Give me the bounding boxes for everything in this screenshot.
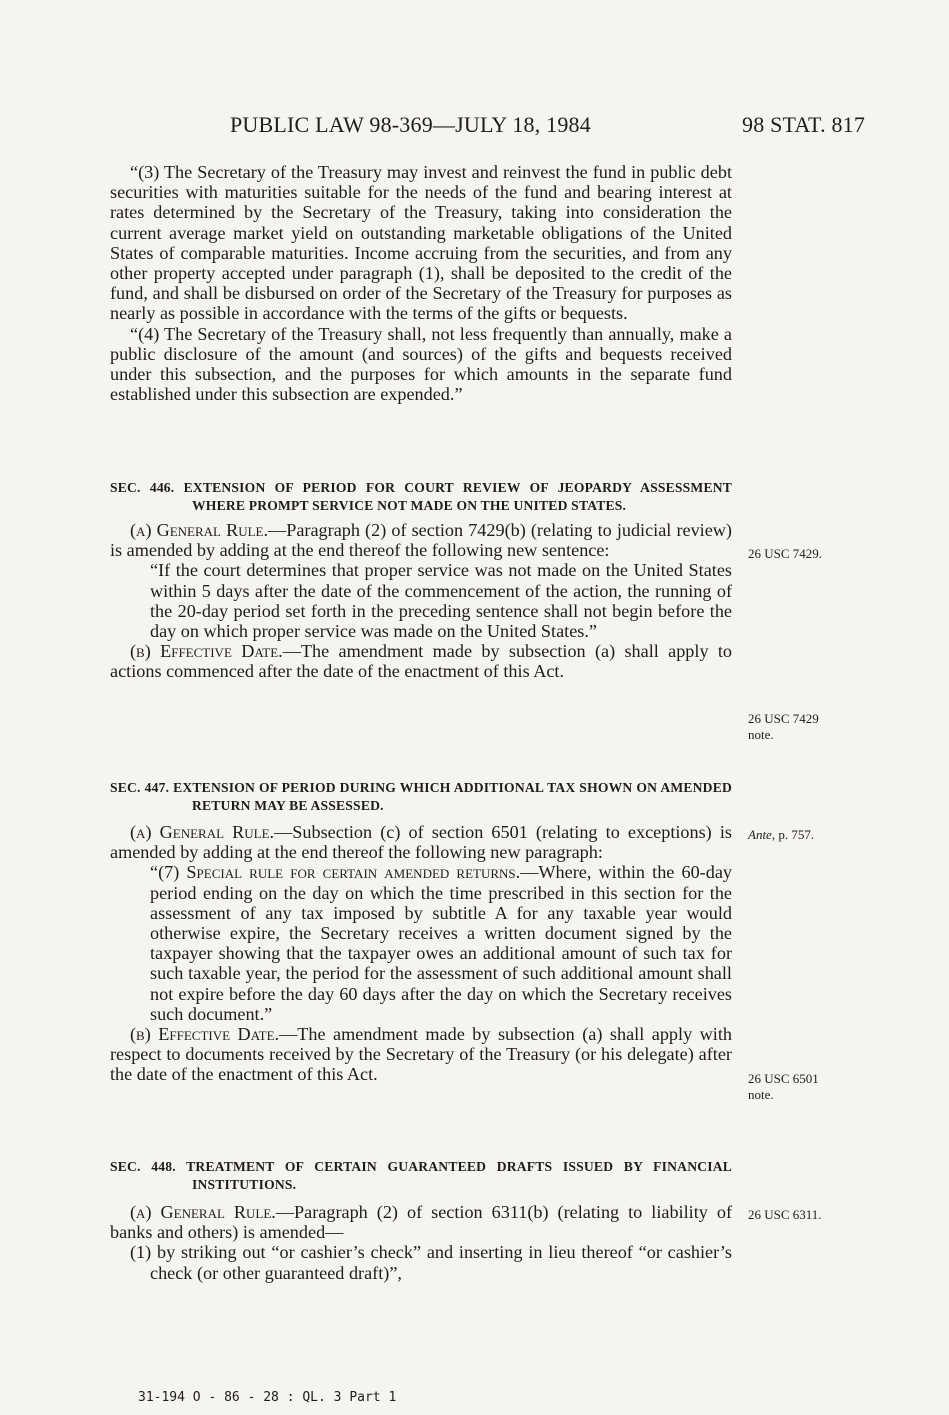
section-448-a-text: —Paragraph (2) of section 6311(b) (relating to liability of banks and others) is amended—: [110, 1202, 732, 1243]
section-448-item-1: (1) by striking out “or cashier’s check” and inserting in lieu thereof “or cashier’s check (or other guaranteed draft)”,: [130, 1242, 732, 1283]
section-446-b-text: —The amendment made by subsection (a) shall apply to actions commenced after the date of the enactment of this Act.: [110, 641, 732, 682]
effective-date-label: (b) Effective Date.: [130, 1024, 280, 1045]
section-448-heading: SEC. 448. TREATMENT OF CERTAIN GUARANTEED DRAFTS ISSUED BY FINANCIAL INSTITUTIONS.: [110, 1159, 732, 1192]
section-447-quote-text: —Where, within the 60-day period ending on the day on which the time prescribed in this section for the assessment of any tax imposed by subtitle A for any taxable year would otherwise expire, the Secretary receives a written document signed by the taxpayer showing that the taxpayer owes an additional amount of such tax for such taxable year, the period for the assessment of such additional amount shall not expire before the day 60 days after the day on which the Secretary receives such document.”: [150, 862, 732, 1024]
section-448: [110, 1158, 732, 1283]
section-446-quote-text: “If the court determines that proper service was not made on the United States within 5 days after the date of the commencement of the action, the running of the 20-day period set forth in the preceding sentence shall not begin before the day on which proper service was made on the United States.”: [150, 560, 732, 642]
margin-note-7429: 26 USC 7429.: [748, 546, 823, 561]
effective-date-label: (b) Effective Date.: [130, 641, 283, 662]
margin-note-6501-suffix: note.: [748, 1087, 774, 1102]
section-447: [110, 779, 732, 1085]
section-447-b-text: —The amendment made by subsection (a) shall apply with respect to documents received by the Secretary of the Treasury (or his delegate) after the date of the enactment of this Act.: [110, 1024, 732, 1085]
general-rule-label: (a) General Rule.: [130, 822, 275, 842]
margin-note-6501-note: [748, 1071, 898, 1103]
section-447-a: [110, 822, 732, 862]
special-rule-label: “(7) Special rule for certain amended returns.: [150, 862, 521, 883]
margin-note-6501-cite: 26 USC 6501: [748, 1071, 819, 1086]
section-446-b: [110, 641, 732, 681]
section-447-heading: SEC. 447. EXTENSION OF PERIOD DURING WHICH ADDITIONAL TAX SHOWN ON AMENDED RETURN MAY BE ASSESSED.: [110, 780, 732, 813]
print-footer: 31-194 O - 86 - 28 : QL. 3 Part 1: [138, 1390, 397, 1405]
margin-note-7429-note: [748, 711, 898, 743]
general-rule-label: (a) General Rule.: [130, 520, 269, 540]
body-block-top: [110, 162, 732, 404]
general-rule-label: (a) General Rule.: [130, 1202, 276, 1222]
section-448-a: [110, 1202, 732, 1242]
margin-note-7429-suffix: note.: [748, 727, 774, 742]
section-446-a-text: —Paragraph (2) of section 7429(b) (relating to judicial review) is amended by adding at the end thereof the following new sentence:: [110, 520, 732, 561]
section-446-a: [110, 520, 732, 560]
paragraph-3: “(3) The Secretary of the Treasury may invest and reinvest the fund in public debt securities with maturities suitable for the needs of the fund and bearing interest at rates determined by the Secretary of the Treasury, taking into consideration the current average market yield on outstanding marketable obligations of the United States of comparable maturities. Income accruing from the securities, and from any other property accepted under paragraph (1), shall be deposited to the credit of the fund, and shall be disbursed on order of the Secretary of the Treasury for purposes as nearly as possible in accordance with the terms of the gifts or bequests.: [110, 162, 732, 324]
ante-page: p. 757.: [775, 827, 815, 842]
paragraph-4: “(4) The Secretary of the Treasury shall, not less frequently than annually, make a public disclosure of the amount (and sources) of the gifts and bequests received under this subsection, and the purposes for which amounts in the separate fund established under this subsection are expended.”: [110, 323, 732, 405]
section-446: [110, 479, 732, 682]
margin-note-7429-cite: 26 USC 7429: [748, 711, 819, 726]
section-446-quote: [110, 560, 732, 641]
margin-note-6311: 26 USC 6311.: [748, 1207, 822, 1222]
section-446-heading: SEC. 446. EXTENSION OF PERIOD FOR COURT REVIEW OF JEOPARDY ASSESSMENT WHERE PROMPT SERVICE NOT MADE ON THE UNITED STATES.: [110, 480, 732, 513]
margin-note-ante: [748, 827, 898, 843]
section-447-quote: [110, 862, 732, 1024]
ante-label: Ante,: [748, 827, 776, 842]
page-number: 98 STAT. 817: [742, 112, 866, 137]
section-447-b: [110, 1024, 732, 1085]
section-447-a-text: —Subsection (c) of section 6501 (relating to exceptions) is amended by adding at the end thereof the following new paragraph:: [110, 822, 732, 863]
running-header-title: PUBLIC LAW 98-369—JULY 18, 1984: [230, 112, 591, 137]
